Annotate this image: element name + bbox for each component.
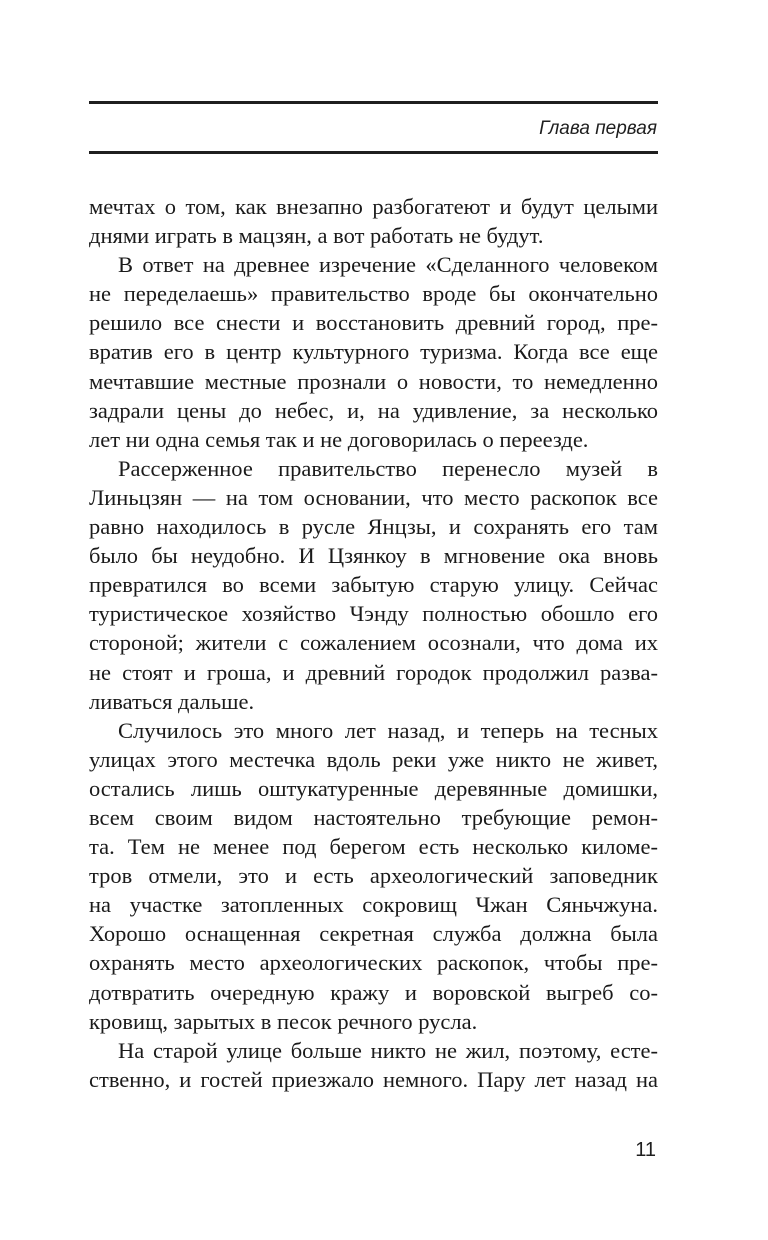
- text-line: Случилось это много лет назад, и теперь на тесных: [118, 717, 658, 743]
- text-line: решило все снести и восстановить древний город, пре-: [89, 310, 658, 336]
- header-rule-top: [89, 101, 658, 104]
- page-number: 11: [635, 1139, 656, 1161]
- text-line: На старой улице больше никто не жил, поэтому, есте-: [118, 1037, 658, 1063]
- text-line: равно находилось в русле Янцзы, и сохранять его там: [89, 514, 658, 540]
- text-line: В ответ на древнее изречение «Сделанного человеком: [118, 252, 658, 278]
- text-line: улицах этого местечка вдоль реки уже никто не живет,: [89, 746, 658, 772]
- text-line: лет ни одна семья так и не договорилась о переезде.: [89, 426, 589, 452]
- text-line: всем своим видом настоятельно требующие ремон-: [89, 804, 658, 830]
- text-line: стороной; жители с сожалением осознали, что дома их: [89, 630, 658, 656]
- header-rule-bottom: [89, 151, 658, 154]
- text-line: не стоят и гроша, и древний городок продолжил разва-: [89, 659, 658, 685]
- text-line: превратился во всеми забытую старую улицу. Сейчас: [89, 572, 658, 598]
- running-head-title: Глава первая: [539, 118, 657, 139]
- text-line: вратив его в центр культурного туризма. Когда все еще: [89, 339, 658, 365]
- text-line: та. Тем не менее под берегом есть несколько киломе-: [89, 834, 658, 860]
- text-line: Хорошо оснащенная секретная служба должна была: [89, 921, 658, 947]
- text-line: кровищ, зарытых в песок речного русла.: [89, 1008, 478, 1034]
- text-line: Линьцзян — на том основании, что место раскопок все: [89, 484, 658, 510]
- body-text: [89, 192, 658, 1094]
- text-line: Рассерженное правительство перенесло музей в: [118, 455, 658, 481]
- text-line: мечтах о том, как внезапно разбогатеют и будут целыми: [89, 194, 658, 219]
- text-line: туристическое хозяйство Чэнду полностью обошло его: [89, 601, 658, 627]
- text-line: ственно, и гостей приезжало немного. Пару лет назад на: [89, 1066, 658, 1092]
- text-line: было бы неудобно. И Цзянкоу в мгновение ока вновь: [89, 543, 658, 569]
- text-line: дотвратить очередную кражу и воровской выгреб со-: [89, 979, 658, 1005]
- text-line: не переделаешь» правительство вроде бы окончательно: [89, 281, 658, 307]
- text-line: задрали цены до небес, и, на удивление, за несколько: [89, 397, 658, 423]
- text-line: днями играть в мацзян, а вот работать не будут.: [89, 223, 544, 249]
- text-line: остались лишь оштукатуренные деревянные домишки,: [89, 775, 658, 801]
- text-line: мечтавшие местные прознали о новости, то немедленно: [89, 368, 658, 394]
- text-line: ливаться дальше.: [89, 688, 255, 714]
- text-line: охранять место археологических раскопок, чтобы пре-: [89, 950, 658, 976]
- text-line: на участке затопленных сокровищ Чжан Сяньчжуна.: [89, 892, 658, 918]
- text-line: тров отмели, это и есть археологический заповедник: [89, 863, 658, 889]
